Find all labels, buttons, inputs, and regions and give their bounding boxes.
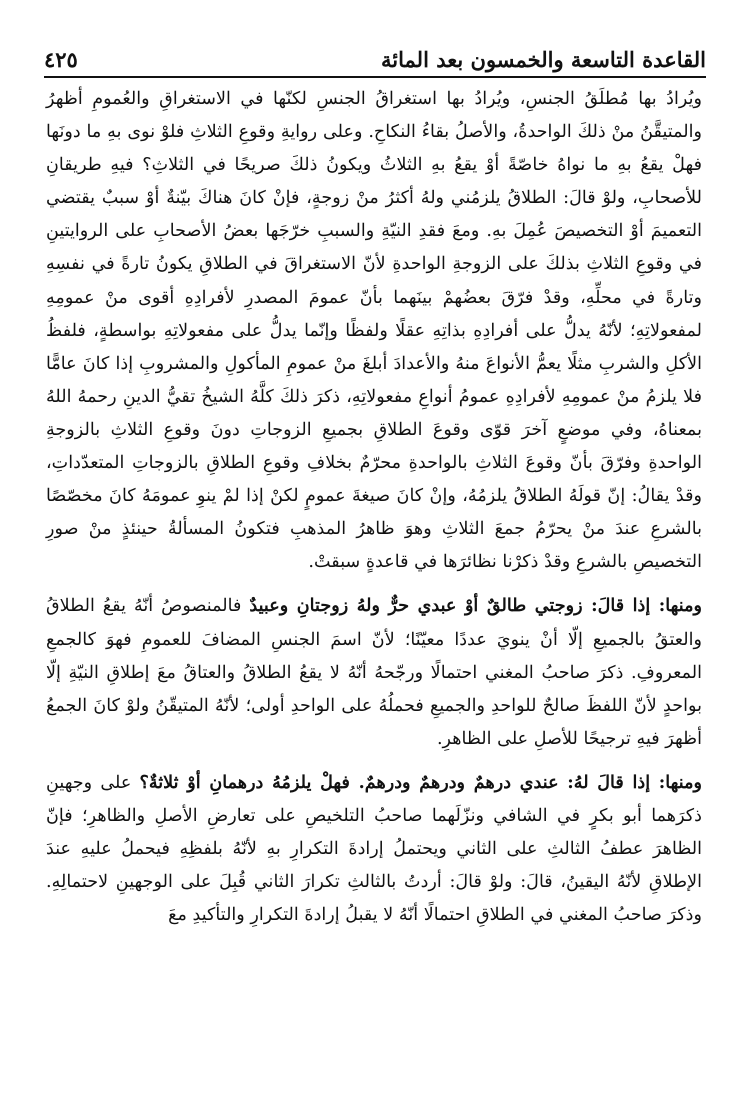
paragraph xyxy=(46,766,702,932)
chapter-title: القاعدة التاسعة والخمسون بعد المائة xyxy=(381,47,706,72)
page-body xyxy=(46,82,702,932)
paragraph-text: فالمنصوصُ أنّهُ يقعُ الطلاقُ والعتقُ بالجميعِ إلّا أنْ ينويَ عددًا معيّنًا؛ لأنّ اسمَ الجنسِ المضافَ للعمومِ فهوَ كالجمعِ المعروفِ. ذكرَ صاحبُ المغني احتمالًا ورجّحهُ أنّهُ لا يقعُ الطلاقُ والعتاقُ معَ إطلاقِ النيّةِ إلّا بواحدٍ لأنّ اللفظَ صالحٌ للواحدِ والجميعِ فحملُهُ على الواحدِ أولى؛ لأنّهُ المتيقّنُ ولوْ كانَ الجمعُ أظهرَ فيهِ ترجيحًا للأصلِ على الظاهرِ. xyxy=(46,596,702,749)
paragraph-text: ويُرادُ بها مُطلَقُ الجنسِ، ويُرادُ بها استغراقُ الجنسِ لكنّها في الاستغراقِ والعُمومِ أظهرُ والمتيقَّنُ منْ ذلكَ الواحدةُ، والأصلُ بقاءُ النكاحِ. وعلى روايةِ وقوعِ الثلاثِ فلوْ نوى بهِ ما دونَها فهلْ يقعُ بهِ ما نواهُ خاصّةً أوْ يقعُ بهِ الثلاثُ ويكونُ ذلكَ صريحًا في الثلاثِ؟ فيهِ طريقانِ للأصحابِ، ولوْ قالَ: الطلاقُ يلزمُني ولهُ أكثرُ منْ زوجةٍ، فإنْ كانَ هناكَ بيّنةٌ أوْ سببٌ يقتضي التعميمَ أوْ التخصيصَ عُمِلَ بهِ. ومعَ فقدِ النيّةِ والسببِ خرّجَها بعضُ الأصحابِ على الروايتينِ في وقوعِ الثلاثِ بذلكَ على الزوجةِ الواحدةِ لأنّ الاستغراقَ في الطلاقِ يكونُ تارةً في نفسِهِ وتارةً في محلِّهِ، وقدْ فرّقَ بعضُهمْ بينَهما بأنّ عمومَ المصدرِ لأفرادِهِ أقوى منْ عمومِهِ لمفعولاتِهِ؛ لأنّهُ يدلُّ على أفرادِهِ بذاتِهِ عقلًا ولفظًا وإنّما يدلُّ على مفعولاتِهِ بواسطةٍ، فلفظُ الأكلِ والشربِ مثلًا يعمُّ الأنواعَ منهُ والأعدادَ أبلغَ منْ عمومِ المأكولِ والمشروبِ إذا كانَ عامًّا فلا يلزمُ منْ عمومِهِ لأفرادِهِ عمومُ أنواعِ مفعولاتِهِ، ذكرَ ذلكَ كلَّهُ الشيخُ تقيُّ الدينِ رحمهُ اللهُ بمعناهُ، وفي موضعٍ آخرَ قوّى وقوعَ الطلاقِ بجميعِ الزوجاتِ دونَ وقوعِ الثلاثِ بالزوجةِ الواحدةِ وفرّقَ بأنّ وقوعَ الثلاثِ بالواحدةِ محرّمٌ بخلافِ وقوعِ الطلاقِ بالزوجاتِ المتعدّداتِ، وقدْ يقالُ: إنّ قولَهُ الطلاقُ يلزمُهُ، وإنْ كانَ صيغةَ عمومٍ لكنْ إذا لمْ ينوِ عمومَهُ كانَ مخصّصًا بالشرعِ عندَ منْ يحرّمُ جمعَ الثلاثِ وهوَ ظاهرُ المذهبِ فتكونُ المسألةُ حينئذٍ منْ صورِ التخصيصِ بالشرعِ وقدْ ذكرْنا نظائرَها في قاعدةٍ سبقتْ. xyxy=(46,89,702,573)
paragraph xyxy=(46,589,702,755)
page-number: ٤٢٥ xyxy=(44,47,78,72)
paragraph xyxy=(46,82,702,579)
header-rule xyxy=(44,76,706,78)
paragraph-lead: ومنها: إذا قالَ لهُ: عندي درهمٌ ودرهمٌ ودرهمٌ. فهلْ يلزمُهُ درهمانِ أوْ ثلاثةٌ؟ xyxy=(139,771,702,793)
paragraph-lead: ومنها: إذا قالَ: زوجتي طالقٌ أوْ عبدي حرٌّ ولهُ زوجتانِ وعبيدٌ xyxy=(249,595,702,617)
running-header xyxy=(44,38,706,72)
paragraph-text: على وجهينِ ذكرَهما أبو بكرٍ في الشافي ونزّلَهما صاحبُ التلخيصِ على تعارضِ الأصلِ والظاهرِ؛ فإنّ الظاهرَ عطفُ الثالثِ على الثاني ويحتملُ إرادةَ التكرارِ بهِ لأنّهُ بلفظِهِ فيحملُ عليهِ عندَ الإطلاقِ لأنّهُ اليقينُ، قالَ: ولوْ قالَ: أردتُ بالثالثِ تكرارَ الثاني قُبِلَ على الوجهينِ لاحتمالِهِ. وذكرَ صاحبُ المغني في الطلاقِ احتمالًا أنّهُ لا يقبلُ إرادةَ التكرارِ والتأكيدِ معَ xyxy=(46,772,702,926)
